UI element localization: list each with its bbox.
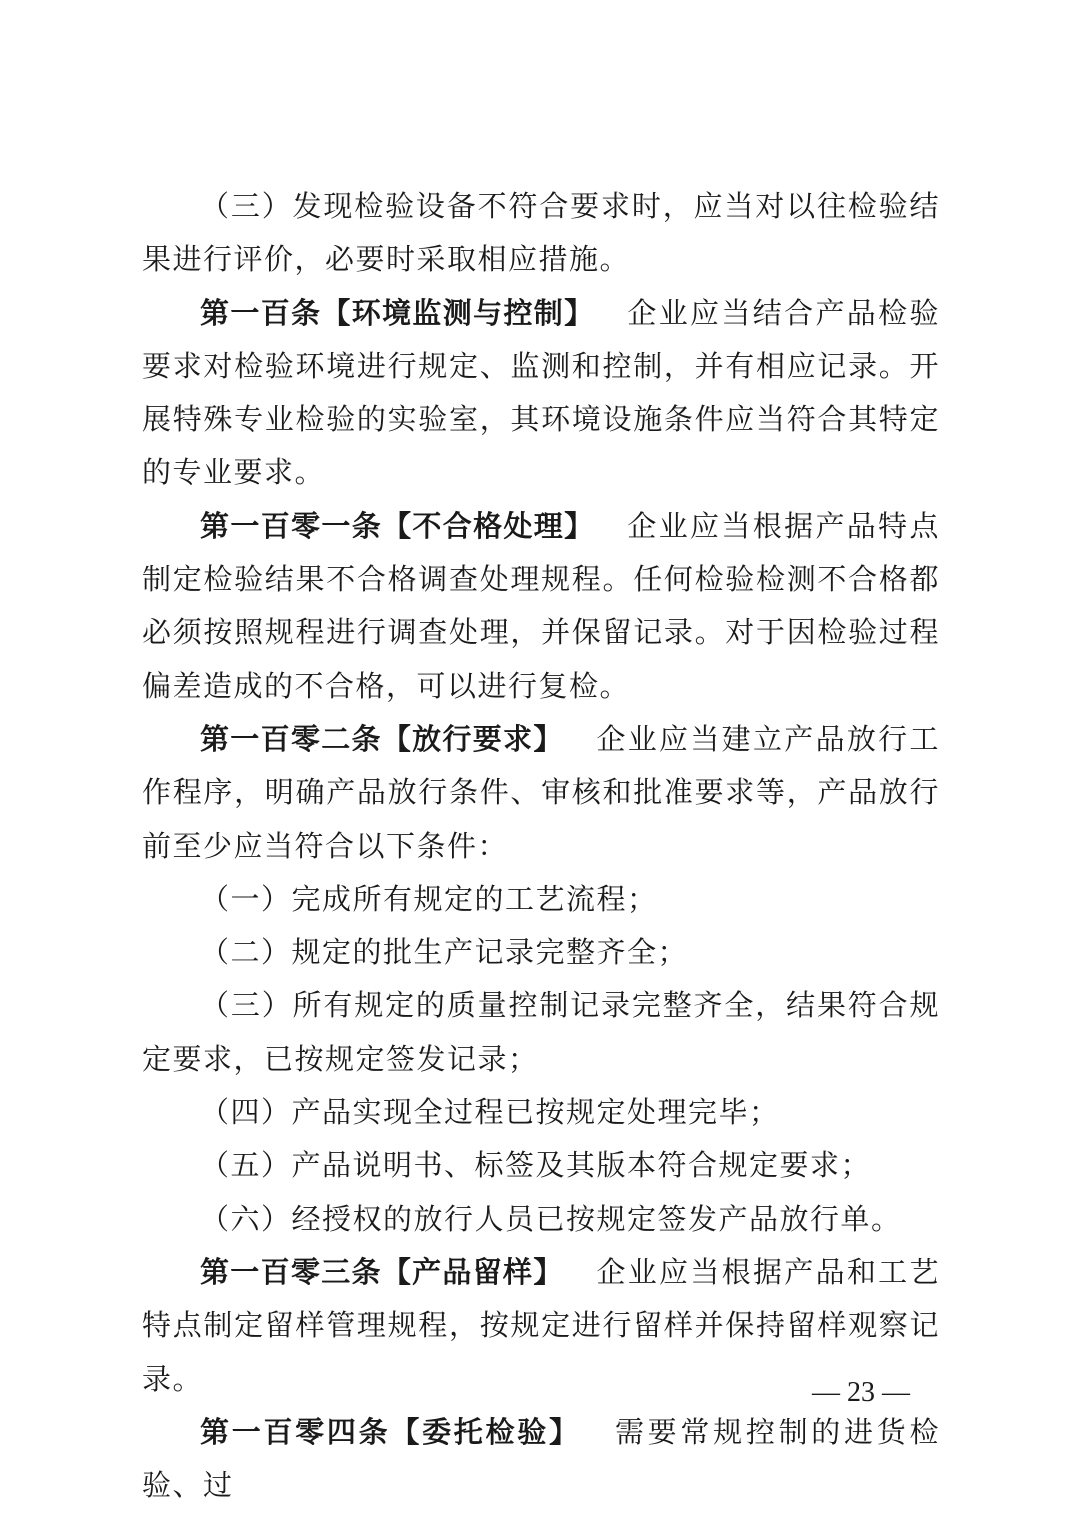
paragraph-text: （五）产品说明书、标签及其版本符合规定要求； — [200, 1148, 872, 1183]
article-paragraph — [142, 1406, 940, 1513]
article-paragraph — [142, 287, 940, 500]
paragraph-text: （三）所有规定的质量控制记录完整齐全，结果符合规定要求，已按规定签发记录； — [142, 988, 940, 1076]
body-text — [142, 180, 940, 1512]
article-paragraph — [142, 500, 940, 713]
paragraph-text: 企业应当根据产品和工艺特点制定留样管理规程，按规定进行留样并保持留样观察记录。 — [142, 1254, 940, 1396]
paragraph-text: 企业应当建立产品放行工作程序，明确产品放行条件、审核和批准要求等，产品放行前至少应当符合以下条件： — [142, 721, 940, 863]
article-heading: 第一百条【环境监测与控制】 — [200, 295, 595, 330]
article-heading: 第一百零二条【放行要求】 — [200, 721, 564, 756]
article-heading: 第一百零三条【产品留样】 — [200, 1254, 564, 1289]
paragraph-text: （四）产品实现全过程已按规定处理完毕； — [200, 1095, 780, 1130]
list-item — [142, 180, 940, 287]
list-item — [142, 873, 940, 926]
paragraph-text: （一）完成所有规定的工艺流程； — [200, 881, 658, 916]
article-heading: 第一百零四条【委托检验】 — [200, 1414, 581, 1449]
list-item — [142, 926, 940, 979]
paragraph-text: （二）规定的批生产记录完整齐全； — [200, 935, 689, 970]
paragraph-text: 企业应当根据产品特点制定检验结果不合格调查处理规程。任何检验检测不合格都必须按照规程进行调查处理，并保留记录。对于因检验过程偏差造成的不合格，可以进行复检。 — [142, 508, 940, 703]
list-item — [142, 979, 940, 1086]
list-item — [142, 1193, 940, 1246]
list-item — [142, 1139, 940, 1192]
paragraph-text: 企业应当结合产品检验要求对检验环境进行规定、监测和控制，并有相应记录。开展特殊专业检验的实验室，其环境设施条件应当符合其特定的专业要求。 — [142, 295, 940, 490]
paragraph-text: （六）经授权的放行人员已按规定签发产品放行单。 — [200, 1201, 902, 1236]
paragraph-text: 需要常规控制的进货检验、过 — [142, 1414, 940, 1503]
paragraph-text: （三）发现检验设备不符合要求时，应当对以往检验结果进行评价，必要时采取相应措施。 — [142, 189, 940, 277]
page-number: — 23 — — [812, 1377, 910, 1408]
article-paragraph — [142, 713, 940, 873]
article-heading: 第一百零一条【不合格处理】 — [200, 508, 595, 543]
list-item — [142, 1086, 940, 1139]
